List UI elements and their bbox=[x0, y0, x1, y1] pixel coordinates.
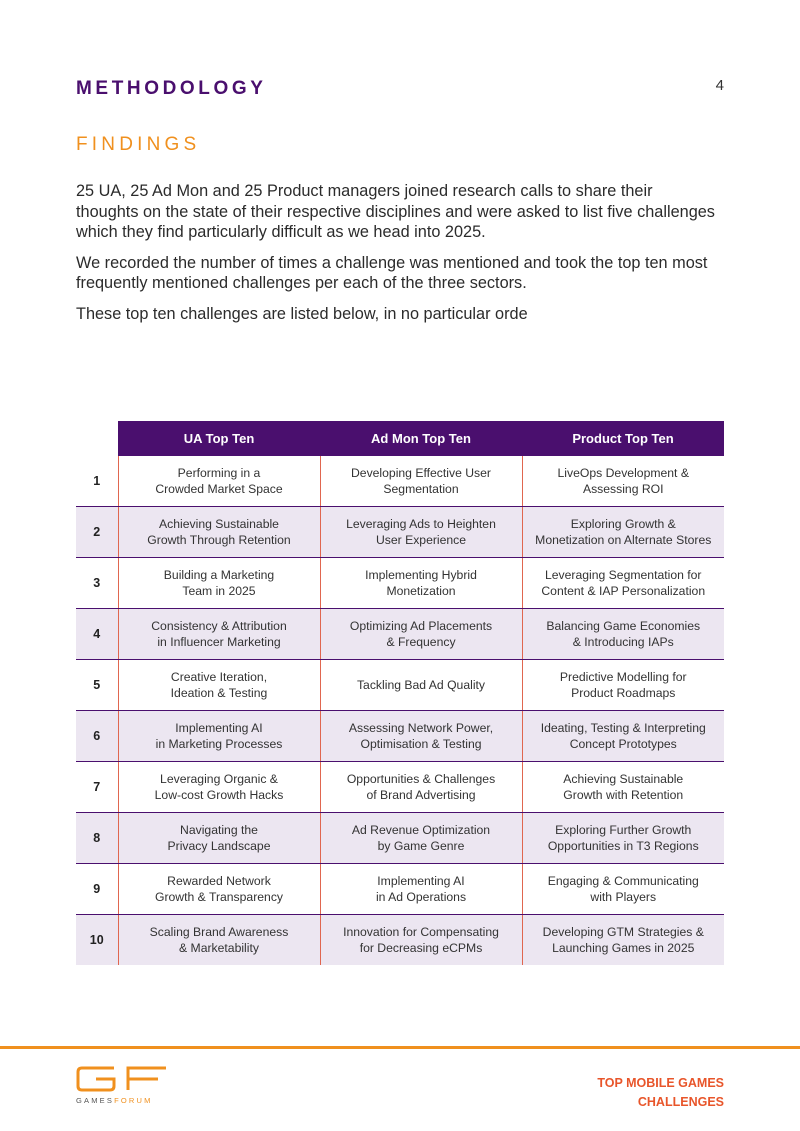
row-number: 9 bbox=[76, 864, 118, 915]
challenge-cell-ua bbox=[118, 456, 320, 507]
challenge-text-line: Achieving Sustainable bbox=[563, 771, 684, 786]
challenge-text-line: Opportunities & Challenges bbox=[346, 771, 496, 786]
challenge-cell-ua bbox=[118, 609, 320, 660]
row-number: 7 bbox=[76, 762, 118, 813]
challenge-cell-admon bbox=[320, 609, 522, 660]
challenge-text-line: Crowded Market Space bbox=[155, 482, 283, 496]
challenge-text-line: by Game Genre bbox=[377, 839, 465, 853]
challenge-cell-product bbox=[522, 660, 724, 711]
challenge-cell-product bbox=[522, 915, 724, 966]
page-number: 4 bbox=[715, 77, 724, 94]
findings-paragraph: 25 UA, 25 Ad Mon and 25 Product managers joined research calls to share their thoughts on the state of their respective disciplines and were asked to list five challenges which they find particularly difficult as we head into 2025. bbox=[76, 182, 715, 241]
findings-paragraph: These top ten challenges are listed below, in no particular orde bbox=[76, 304, 528, 323]
challenge-text-line: Developing Effective User bbox=[350, 465, 491, 480]
challenge-cell-ua bbox=[118, 711, 320, 762]
table-row bbox=[76, 456, 724, 507]
challenge-cell-ua bbox=[118, 762, 320, 813]
logo-word-games: GAMES bbox=[76, 1096, 115, 1105]
challenge-cell-admon bbox=[320, 711, 522, 762]
logo-wordmark bbox=[76, 1096, 153, 1105]
challenge-text-line: Segmentation bbox=[383, 482, 459, 496]
challenge-text-line: Opportunities in T3 Regions bbox=[547, 839, 699, 853]
challenge-cell-product bbox=[522, 813, 724, 864]
challenge-cell-ua bbox=[118, 660, 320, 711]
challenge-text-line: Product Roadmaps bbox=[571, 686, 676, 700]
challenge-cell-admon bbox=[320, 507, 522, 558]
challenge-text-line: Assessing Network Power, bbox=[348, 720, 494, 735]
findings-body bbox=[76, 181, 716, 334]
challenge-text-line: Tackling Bad Ad Quality bbox=[356, 677, 486, 692]
challenge-cell-ua bbox=[118, 915, 320, 966]
challenge-text-line: Leveraging Ads to Heighten bbox=[346, 516, 496, 531]
row-number: 2 bbox=[76, 507, 118, 558]
challenge-text-line: Ideating, Testing & Interpreting bbox=[540, 720, 706, 735]
table-row bbox=[76, 813, 724, 864]
challenge-cell-product bbox=[522, 558, 724, 609]
challenge-text-line: Growth with Retention bbox=[563, 788, 684, 802]
challenge-text-line: Optimizing Ad Placements bbox=[349, 618, 493, 633]
footer-divider bbox=[0, 1046, 800, 1049]
table-row bbox=[76, 660, 724, 711]
table-row bbox=[76, 915, 724, 966]
row-number: 8 bbox=[76, 813, 118, 864]
header-admon: Ad Mon Top Ten bbox=[320, 421, 522, 456]
challenge-cell-ua bbox=[118, 507, 320, 558]
section-title: METHODOLOGY bbox=[76, 78, 267, 99]
header-blank-cell bbox=[76, 421, 118, 456]
row-number: 6 bbox=[76, 711, 118, 762]
challenge-cell-product bbox=[522, 711, 724, 762]
row-number: 1 bbox=[76, 456, 118, 507]
findings-paragraph: We recorded the number of times a challenge was mentioned and took the top ten most frequently mentioned challenges per each of the three sectors. bbox=[76, 253, 708, 292]
challenge-text-line: Innovation for Compensating bbox=[343, 924, 499, 939]
findings-title: FINDINGS bbox=[76, 134, 201, 155]
challenge-text-line: Launching Games in 2025 bbox=[552, 941, 695, 955]
challenge-text-line: Exploring Growth & bbox=[570, 516, 676, 531]
report-title bbox=[597, 1074, 724, 1112]
challenge-text-line: Concept Prototypes bbox=[569, 737, 677, 751]
challenge-text-line: in Marketing Processes bbox=[155, 737, 283, 751]
challenge-text-line: Ideation & Testing bbox=[170, 686, 268, 700]
challenge-text-line: User Experience bbox=[375, 533, 467, 547]
challenge-text-line: Creative Iteration, bbox=[170, 669, 268, 684]
challenge-text-line: Leveraging Organic & bbox=[160, 771, 278, 786]
challenge-text-line: Implementing AI bbox=[377, 873, 465, 888]
challenge-cell-ua bbox=[118, 813, 320, 864]
challenge-text-line: Privacy Landscape bbox=[167, 839, 271, 853]
challenge-cell-admon bbox=[320, 456, 522, 507]
challenge-text-line: Growth & Transparency bbox=[154, 890, 284, 904]
challenge-cell-product bbox=[522, 456, 724, 507]
row-number: 5 bbox=[76, 660, 118, 711]
table-row bbox=[76, 609, 724, 660]
table-body bbox=[76, 456, 724, 965]
challenge-cell-admon bbox=[320, 558, 522, 609]
challenge-text-line: Predictive Modelling for bbox=[559, 669, 687, 684]
challenge-cell-admon bbox=[320, 915, 522, 966]
challenge-text-line: Engaging & Communicating bbox=[547, 873, 699, 888]
challenge-cell-product bbox=[522, 762, 724, 813]
challenge-cell-ua bbox=[118, 558, 320, 609]
challenge-text-line: Growth Through Retention bbox=[147, 533, 291, 547]
challenge-cell-product bbox=[522, 507, 724, 558]
challenge-text-line: LiveOps Development & bbox=[557, 465, 689, 480]
challenge-text-line: Consistency & Attribution bbox=[151, 618, 287, 633]
challenge-text-line: Low-cost Growth Hacks bbox=[154, 788, 284, 802]
challenge-text-line: Content & IAP Personalization bbox=[541, 584, 706, 598]
challenge-text-line: Rewarded Network bbox=[167, 873, 271, 888]
challenge-cell-admon bbox=[320, 813, 522, 864]
challenge-text-line: Navigating the bbox=[180, 822, 258, 837]
challenge-cell-ua bbox=[118, 864, 320, 915]
challenge-text-line: Leveraging Segmentation for bbox=[544, 567, 702, 582]
challenge-text-line: Achieving Sustainable bbox=[159, 516, 279, 531]
challenge-cell-admon bbox=[320, 864, 522, 915]
challenge-text-line: Scaling Brand Awareness bbox=[149, 924, 289, 939]
table-row bbox=[76, 558, 724, 609]
challenge-text-line: Balancing Game Economies bbox=[546, 618, 701, 633]
challenge-text-line: Implementing Hybrid bbox=[365, 567, 477, 582]
row-number: 10 bbox=[76, 915, 118, 966]
table-row bbox=[76, 762, 724, 813]
report-title-line: TOP MOBILE GAMES bbox=[597, 1076, 724, 1090]
top-ten-table bbox=[76, 421, 724, 965]
row-number: 3 bbox=[76, 558, 118, 609]
table-header-row bbox=[76, 421, 724, 456]
challenge-text-line: Developing GTM Strategies & bbox=[542, 924, 704, 939]
header-product: Product Top Ten bbox=[522, 421, 724, 456]
challenge-text-line: of Brand Advertising bbox=[366, 788, 476, 802]
table-row bbox=[76, 507, 724, 558]
gamesforum-logo bbox=[76, 1066, 168, 1092]
challenge-text-line: & Introducing IAPs bbox=[572, 635, 674, 649]
challenge-text-line: Ad Revenue Optimization bbox=[351, 822, 491, 837]
challenge-cell-admon bbox=[320, 762, 522, 813]
challenge-text-line: for Decreasing eCPMs bbox=[359, 941, 483, 955]
report-title-line: CHALLENGES bbox=[637, 1095, 724, 1109]
table-row bbox=[76, 711, 724, 762]
challenge-text-line: Assessing ROI bbox=[582, 482, 664, 496]
challenge-text-line: Exploring Further Growth bbox=[555, 822, 692, 837]
challenge-text-line: Monetization bbox=[386, 584, 456, 598]
challenge-text-line: in Ad Operations bbox=[375, 890, 467, 904]
challenge-text-line: Performing in a bbox=[177, 465, 261, 480]
challenge-cell-product bbox=[522, 609, 724, 660]
challenge-text-line: Building a Marketing bbox=[163, 567, 275, 582]
challenge-text-line: Optimisation & Testing bbox=[360, 737, 482, 751]
row-number: 4 bbox=[76, 609, 118, 660]
table-row bbox=[76, 864, 724, 915]
challenge-cell-admon bbox=[320, 660, 522, 711]
challenge-text-line: Monetization on Alternate Stores bbox=[535, 533, 712, 547]
logo-word-forum: FORUM bbox=[114, 1096, 153, 1105]
challenge-text-line: with Players bbox=[590, 890, 657, 904]
challenge-text-line: & Marketability bbox=[179, 941, 259, 955]
challenge-text-line: Implementing AI bbox=[175, 720, 263, 735]
challenge-cell-product bbox=[522, 864, 724, 915]
header-ua: UA Top Ten bbox=[118, 421, 320, 456]
challenge-text-line: & Frequency bbox=[386, 635, 456, 649]
challenge-text-line: in Influencer Marketing bbox=[157, 635, 281, 649]
challenge-text-line: Team in 2025 bbox=[182, 584, 256, 598]
